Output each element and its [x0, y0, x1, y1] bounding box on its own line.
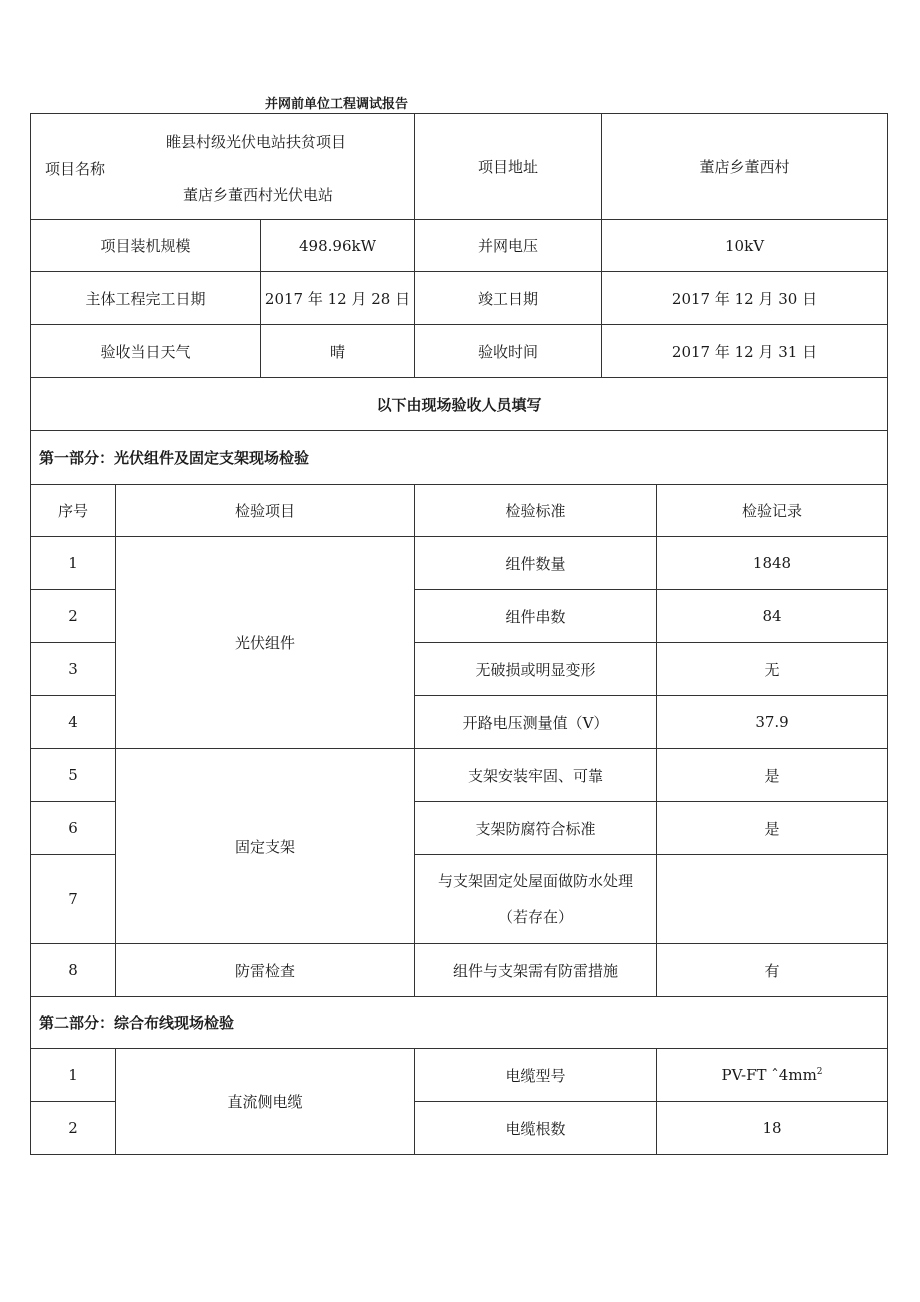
row-standard: 无破损或明显变形 [415, 643, 657, 696]
row-no: 2 [31, 1102, 116, 1155]
capacity-label: 项目装机规模 [31, 220, 261, 272]
row-standard [415, 855, 657, 944]
project-address-value: 董店乡董西村 [602, 114, 888, 220]
row-no: 7 [31, 855, 116, 944]
row-record: 无 [657, 643, 888, 696]
row-standard: 电缆型号 [415, 1049, 657, 1102]
weather-label: 验收当日天气 [31, 325, 261, 378]
cable-model-superscript: 2 [816, 1067, 823, 1077]
header-item: 检验项目 [116, 485, 415, 537]
capacity-value: 498.96kW [261, 220, 415, 272]
row-record: 1848 [657, 537, 888, 590]
row-no: 4 [31, 696, 116, 749]
header-record: 检验记录 [657, 485, 888, 537]
document-title: 并网前单位工程调试报告 [265, 97, 409, 112]
row-standard: 组件与支架需有防雷措施 [415, 944, 657, 997]
row-standard: 组件串数 [415, 590, 657, 643]
project-name-line2: 董店乡董西村光伏电站 [183, 186, 334, 204]
row-no: 1 [31, 537, 116, 590]
group-lightning-check: 防雷检查 [116, 944, 415, 997]
acceptance-time-label: 验收时间 [415, 325, 602, 378]
row-no: 2 [31, 590, 116, 643]
row-standard: 支架安装牢固、可靠 [415, 749, 657, 802]
group-dc-cable: 直流侧电缆 [116, 1049, 415, 1155]
header-no: 序号 [31, 485, 116, 537]
row-standard-line2: （若存在） [498, 908, 574, 926]
voltage-label: 并网电压 [415, 220, 602, 272]
group-pv-modules: 光伏组件 [116, 537, 415, 749]
project-name-label: 项目名称 [45, 160, 106, 178]
row-standard-line1: 与支架固定处屋面做防水处理 [438, 872, 634, 890]
part1-header-row [31, 485, 888, 537]
weather-row [31, 325, 888, 378]
row-no: 6 [31, 802, 116, 855]
row-standard: 支架防腐符合标准 [415, 802, 657, 855]
table-row [31, 944, 888, 997]
capacity-row [31, 220, 888, 272]
part1-title-row [31, 431, 888, 485]
completion-label: 竣工日期 [415, 272, 602, 325]
row-standard: 电缆根数 [415, 1102, 657, 1155]
row-record [657, 1049, 888, 1102]
cable-model-text: PV-FT ˆ4mm [721, 1066, 817, 1084]
row-record: 18 [657, 1102, 888, 1155]
main-done-label: 主体工程完工日期 [31, 272, 261, 325]
weather-value: 晴 [261, 325, 415, 378]
row-standard: 组件数量 [415, 537, 657, 590]
project-name-line1: 睢县村级光伏电站扶贫项目 [166, 133, 347, 151]
row-standard: 开路电压测量值（V） [415, 696, 657, 749]
row-record: 是 [657, 802, 888, 855]
report-table [30, 113, 888, 1155]
table-row [31, 1049, 888, 1102]
project-name-cell [31, 114, 415, 220]
acceptance-time-value: 2017 年 12 月 31 日 [602, 325, 888, 378]
row-record: 84 [657, 590, 888, 643]
main-done-value: 2017 年 12 月 28 日 [261, 272, 415, 325]
row-record [657, 855, 888, 944]
banner-row [31, 378, 888, 431]
row-no: 3 [31, 643, 116, 696]
main-done-row [31, 272, 888, 325]
group-fixed-bracket: 固定支架 [116, 749, 415, 944]
row-record: 是 [657, 749, 888, 802]
completion-value: 2017 年 12 月 30 日 [602, 272, 888, 325]
project-name-row [31, 114, 888, 220]
row-no: 1 [31, 1049, 116, 1102]
part1-title: 第一部分：光伏组件及固定支架现场检验 [31, 431, 888, 485]
voltage-value: 10kV [602, 220, 888, 272]
field-inspection-banner: 以下由现场验收人员填写 [31, 378, 888, 431]
row-record: 有 [657, 944, 888, 997]
table-row [31, 537, 888, 590]
part2-title-row [31, 997, 888, 1049]
row-no: 5 [31, 749, 116, 802]
project-address-label: 项目地址 [415, 114, 602, 220]
row-record: 37.9 [657, 696, 888, 749]
table-row [31, 749, 888, 802]
part2-title: 第二部分：综合布线现场检验 [31, 997, 888, 1049]
row-no: 8 [31, 944, 116, 997]
header-standard: 检验标准 [415, 485, 657, 537]
